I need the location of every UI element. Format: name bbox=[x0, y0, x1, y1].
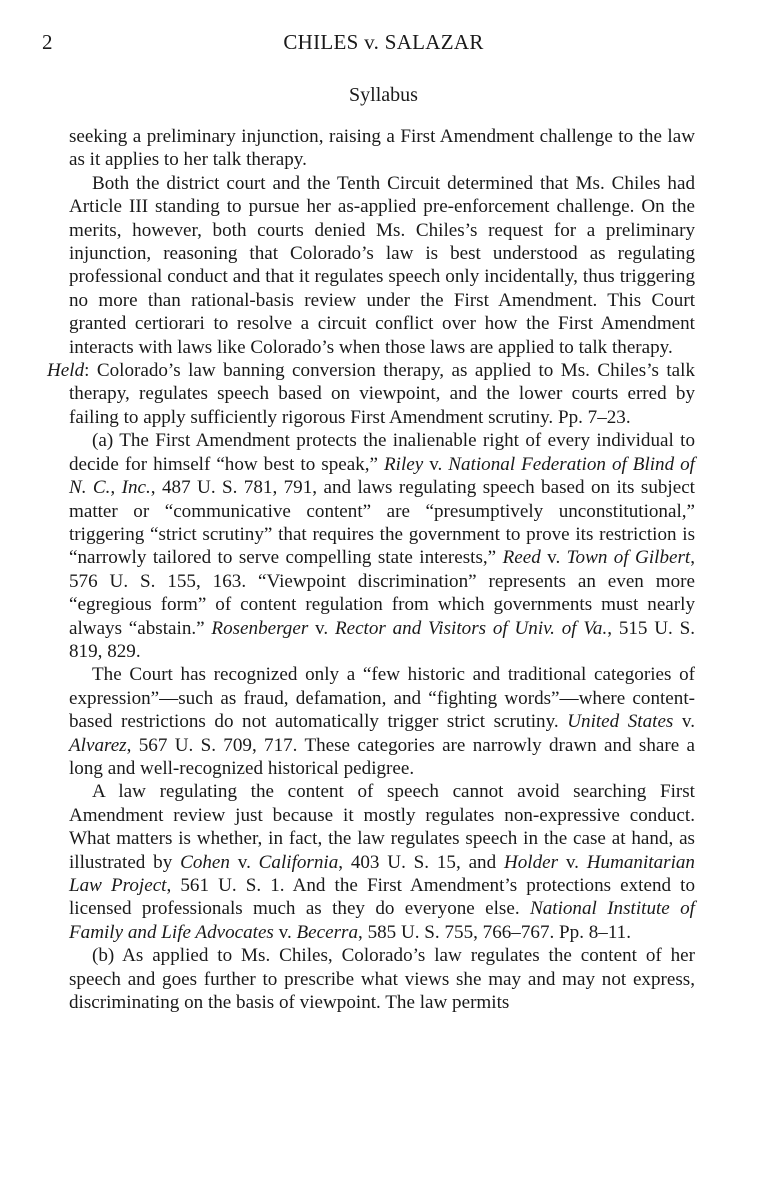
text-run: v. bbox=[540, 547, 567, 569]
text-run: , 561 U. S. 1. And the First Amendment’s protections extend to licensed professionals much as they do everyone else. bbox=[69, 875, 695, 920]
paragraph-continuation: seeking a preliminary injunction, raising a First Amendment challenge to the law as it applies to her talk therapy. bbox=[69, 126, 695, 171]
paragraph-conduct bbox=[69, 780, 695, 944]
text-run: , 585 U. S. 755, 766–767. Pp. 8–11. bbox=[358, 921, 632, 943]
case-name: Reed bbox=[502, 547, 541, 569]
held-text: : Colorado’s law banning conversion therapy, as applied to Ms. Chiles’s talk therapy, regulates speech based on viewpoint, and the lower courts erred by failing to apply sufficiently rigorous First Amendment scrutiny. Pp. 7–23. bbox=[69, 360, 695, 428]
page-number: 2 bbox=[42, 30, 53, 54]
case-name: Holder bbox=[503, 851, 559, 873]
case-name: Becerra bbox=[296, 921, 359, 943]
text-run: , 403 U. S. 15, and bbox=[338, 851, 504, 873]
case-name: Town of Gilbert bbox=[566, 547, 691, 569]
text-run: v. bbox=[273, 921, 297, 943]
text-run: (a) The First Amendment protects the inalienable right of every individual to decide for himself “how best to speak,” bbox=[69, 430, 695, 475]
case-name: Alvarez bbox=[69, 734, 127, 756]
text-run: v. bbox=[229, 851, 259, 873]
case-name: Rosenberger bbox=[211, 617, 309, 639]
text-run: , 487 U. S. 781, 791, and laws regulating speech based on its subject matter or “communicative content” are “presumptively unconstitutional,” triggering “strict scrutiny” that requires the government to prove its restriction is “narrowly tailored to serve compelling state interests,” bbox=[69, 477, 695, 569]
case-name: National Federation of Blind of N. C., Inc. bbox=[69, 453, 695, 499]
paragraph-a bbox=[69, 429, 695, 663]
paragraph-b: (b) As applied to Ms. Chiles, Colorado’s law regulates the content of her speech and goes further to prescribe what views she may and may not express, discriminating on the basis of viewpoint. The law permits bbox=[69, 945, 695, 1014]
case-name: Rector and Visitors of Univ. of Va. bbox=[334, 617, 608, 639]
held-label: Held bbox=[47, 360, 85, 382]
paragraph-historic-categories bbox=[69, 663, 695, 780]
text-run: A law regulating the content of speech cannot avoid searching First Amendment review just because it mostly regulates non-expressive conduct. What matters is whether, in fact, the law regulates speech in the case at hand, as illustrated by bbox=[69, 781, 695, 873]
case-name: Humanitarian Law Project bbox=[69, 851, 695, 896]
paragraph-held bbox=[47, 359, 695, 429]
case-name: United States bbox=[567, 711, 674, 733]
text-run: v. bbox=[673, 711, 695, 733]
case-name: Riley bbox=[383, 453, 424, 475]
case-name: Cohen bbox=[180, 851, 230, 873]
text-run: v. bbox=[308, 617, 335, 639]
case-name: National Institute of Family and Life Advocates bbox=[69, 898, 695, 943]
text-run: The Court has recognized only a “few historic and traditional categories of expression”—such as fraud, defamation, and “fighting words”—where content-based restrictions do not automatically trigger strict scrutiny. bbox=[69, 664, 695, 733]
text-run: v. bbox=[558, 851, 587, 873]
text-run: , 576 U. S. 155, 163. “Viewpoint discrimination” represents an even more “egregious form” of content regulation from which governments must nearly always “abstain.” bbox=[69, 547, 695, 639]
text-run: , 515 U. S. 819, 829. bbox=[69, 617, 695, 662]
paragraph-procedural-history: Both the district court and the Tenth Circuit determined that Ms. Chiles had Article III standing to pursue her as-applied pre-enforcement challenge. On the merits, however, both courts denied Ms. Chiles’s request for a preliminary injunction, reasoning that Colorado’s law is best understood as regulating professional conduct and that it regulates speech only incidentally, thus triggering no more than rational-basis review under the First Amendment. This Court granted certiorari to resolve a circuit conflict over how the First Amendment interacts with laws like Colorado’s when those laws are applied to talk therapy. bbox=[69, 172, 695, 358]
page-header bbox=[0, 30, 767, 60]
text-run: , 567 U. S. 709, 717. These categories are narrowly drawn and share a long and well-recognized historical pedigree. bbox=[69, 734, 695, 779]
running-title: CHILES v. SALAZAR bbox=[283, 30, 484, 54]
section-label: Syllabus bbox=[349, 84, 418, 106]
case-name: California bbox=[258, 851, 339, 873]
text-run: v. bbox=[423, 453, 449, 475]
syllabus-body bbox=[47, 125, 695, 1014]
